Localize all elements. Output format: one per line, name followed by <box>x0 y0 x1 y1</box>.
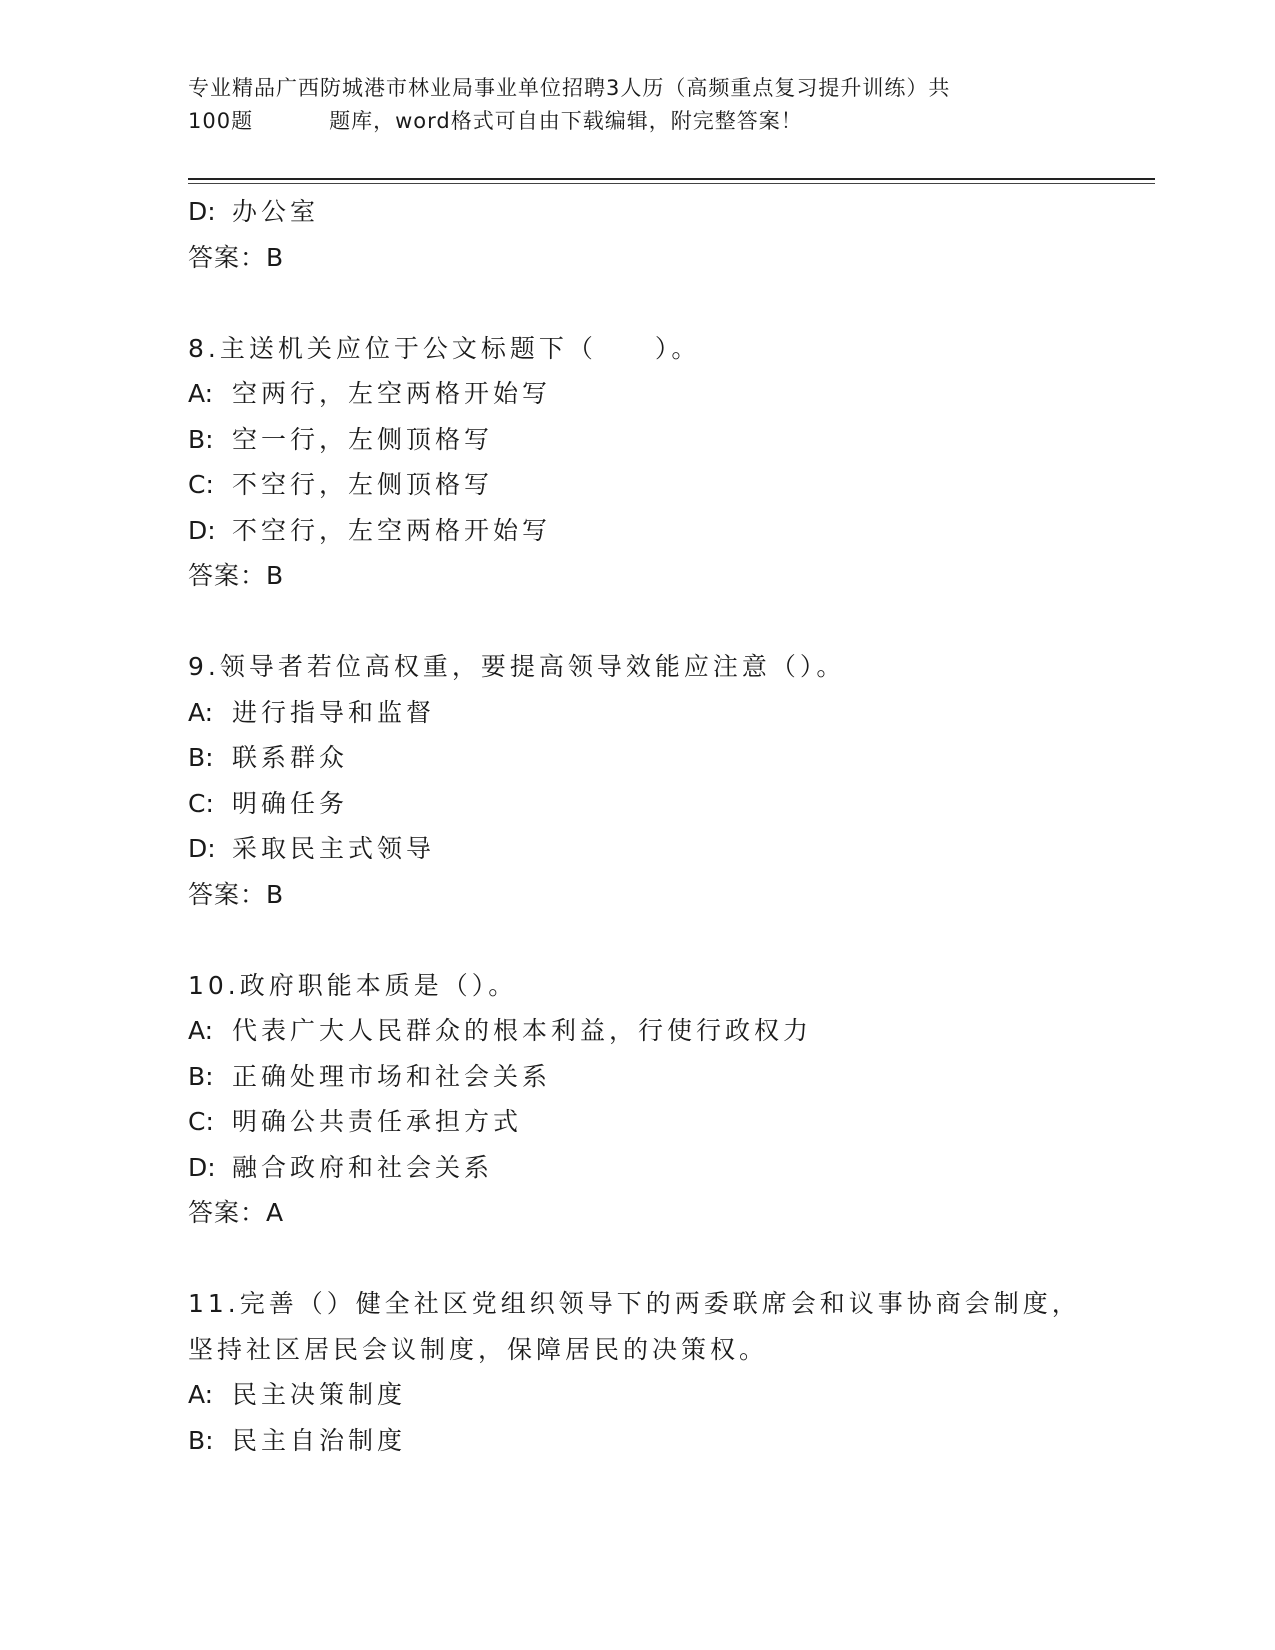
header-title-line2 <box>188 105 1108 138</box>
option-text: 不空行，左侧顶格写 <box>232 470 494 499</box>
option-key: C: <box>188 470 214 499</box>
question-stem: 10.政府职能本质是（）。 <box>188 970 518 1000</box>
option-text: 空两行，左空两格开始写 <box>232 379 552 408</box>
option-text: 代表广大人民群众的根本利益，行使行政权力 <box>232 1016 813 1045</box>
option-b <box>188 1418 1148 1464</box>
option-key: A: <box>188 1016 214 1045</box>
option-d <box>188 189 1148 235</box>
option-key: D: <box>188 515 216 545</box>
option-b <box>188 417 1148 463</box>
header-rule-thin <box>188 183 1155 184</box>
header-description: 题库，word格式可自由下载编辑，附完整答案！ <box>329 109 803 133</box>
option-text: 进行指导和监督 <box>232 697 436 727</box>
option-key: A: <box>188 1380 214 1409</box>
option-key: A: <box>188 379 214 408</box>
option-key: B: <box>188 424 214 454</box>
option-text: 正确处理市场和社会关系 <box>232 1061 552 1091</box>
option-b <box>188 1054 1148 1100</box>
option-d <box>188 1145 1148 1191</box>
header-title-line1: 专业精品广西防城港市林业局事业单位招聘3人历（高频重点复习提升训练）共 <box>188 76 951 100</box>
option-a <box>188 1372 1148 1418</box>
header-rule-thick <box>188 178 1155 180</box>
option-key: B: <box>188 1425 214 1455</box>
document-body <box>188 189 1148 1463</box>
option-text: 民主自治制度 <box>232 1425 407 1455</box>
option-c <box>188 462 1148 508</box>
option-text: 民主决策制度 <box>232 1380 407 1409</box>
option-key: C: <box>188 1107 214 1136</box>
answer-line: 答案：B <box>188 879 285 909</box>
option-key: C: <box>188 788 214 818</box>
option-a <box>188 371 1148 417</box>
option-text: 不空行，左空两格开始写 <box>232 515 552 545</box>
answer-line: 答案：B <box>188 242 285 272</box>
option-a <box>188 1008 1148 1054</box>
option-text: 联系群众 <box>232 743 349 772</box>
option-d <box>188 508 1148 554</box>
option-text: 采取民主式领导 <box>232 834 436 863</box>
option-text: 融合政府和社会关系 <box>232 1152 494 1182</box>
option-key: D: <box>188 1152 216 1182</box>
page-header <box>188 72 1108 138</box>
option-c <box>188 1099 1148 1145</box>
question-stem-continued: 坚持社区居民会议制度，保障居民的决策权。 <box>188 1334 769 1364</box>
option-a <box>188 690 1148 736</box>
question-stem: 11.完善（）健全社区党组织领导下的两委联席会和议事协商会制度， <box>188 1289 1081 1318</box>
option-d <box>188 826 1148 872</box>
option-c <box>188 781 1148 827</box>
option-text: 明确任务 <box>232 788 349 818</box>
option-text: 空一行，左侧顶格写 <box>232 424 494 454</box>
option-key: D: <box>188 834 216 863</box>
question-stem: 9.领导者若位高权重，要提高领导效能应注意（）。 <box>188 652 846 681</box>
option-key: A: <box>188 697 214 727</box>
option-text: 办公室 <box>232 197 320 226</box>
option-key: B: <box>188 743 214 772</box>
option-b <box>188 735 1148 781</box>
answer-line: 答案：A <box>188 1198 285 1227</box>
answer-line: 答案：B <box>188 561 285 590</box>
question-stem: 8.主送机关应位于公文标题下（ ）。 <box>188 333 701 363</box>
option-text: 明确公共责任承担方式 <box>232 1107 523 1136</box>
option-key: D: <box>188 197 216 226</box>
option-key: B: <box>188 1061 214 1091</box>
header-question-count: 100题 <box>188 109 254 133</box>
